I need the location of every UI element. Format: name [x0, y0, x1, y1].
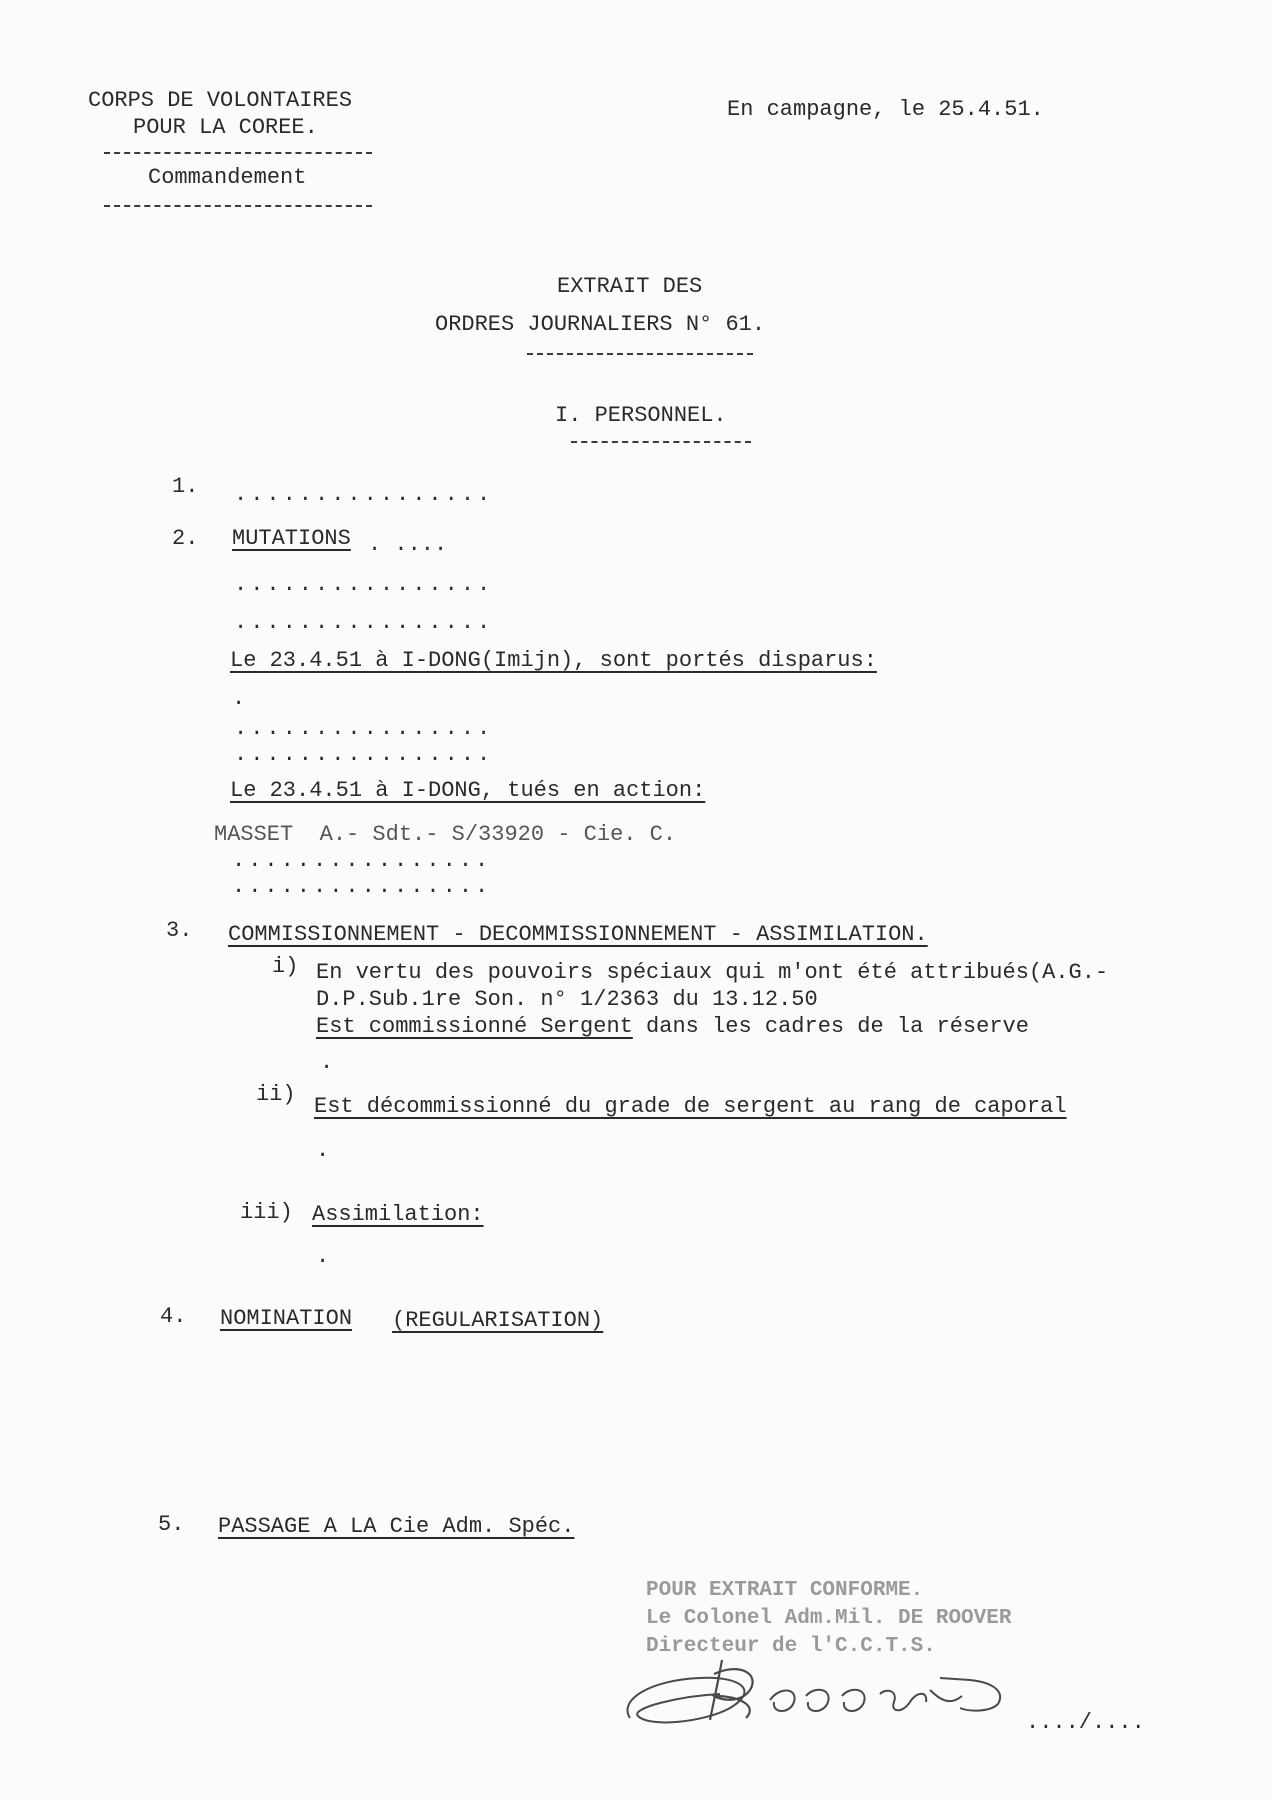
dot-mark: .	[320, 1050, 334, 1075]
placeholder-dots: ................	[234, 716, 494, 741]
section-heading: I. PERSONNEL.	[555, 403, 727, 428]
item-number-5: 5.	[158, 1512, 185, 1537]
mutations-title: MUTATIONS	[232, 526, 351, 551]
sub-item-ii-number: ii)	[256, 1082, 296, 1107]
date-line: En campagne, le 25.4.51.	[727, 97, 1044, 122]
continuation-mark: ..../....	[1026, 1710, 1145, 1735]
org-name-line1: CORPS DE VOLONTAIRES	[88, 88, 353, 113]
nomination-paren: (REGULARISATION)	[392, 1308, 604, 1333]
title-divider	[527, 353, 753, 355]
item-number-1: 1.	[172, 474, 199, 499]
item-number-3: 3.	[166, 918, 193, 943]
sub-item-iii-text: Assimilation:	[312, 1202, 484, 1227]
document-title-line1: EXTRAIT DES	[557, 274, 703, 299]
stamp-line1: POUR EXTRAIT CONFORME.	[646, 1579, 924, 1602]
stamp-line2: Le Colonel Adm.Mil. DE ROOVER	[646, 1607, 1012, 1630]
placeholder-dots: ................	[234, 742, 494, 767]
mutations-trail: . ....	[368, 532, 448, 557]
killed-heading: Le 23.4.51 à I-DONG, tués en action:	[230, 778, 706, 803]
placeholder-dots: ................	[232, 848, 492, 873]
signature	[610, 1630, 1030, 1740]
dot-mark: .	[232, 686, 246, 711]
placeholder-dots: ................	[234, 610, 494, 635]
missing-heading: Le 23.4.51 à I-DONG(Imijn), sont portés disparus:	[230, 648, 877, 673]
sub-item-i-line2: D.P.Sub.1re Son. n° 1/2363 du 13.12.50	[316, 987, 818, 1012]
passage-title: PASSAGE A LA Cie Adm. Spéc.	[218, 1514, 575, 1539]
stamp-line3: Directeur de l'C.C.T.S.	[646, 1635, 936, 1658]
killed-entry: MASSET A.- Sdt.- S/33920 - Cie. C.	[214, 822, 677, 847]
header-divider-top	[104, 152, 372, 154]
placeholder-dots: ................	[234, 572, 494, 597]
section-divider	[571, 441, 751, 443]
commission-title: COMMISSIONNEMENT - DECOMMISSIONNEMENT - ASSIMILATION.	[228, 922, 928, 947]
org-name-line2: POUR LA COREE.	[133, 115, 318, 140]
sub-item-ii-text: Est décommissionné du grade de sergent au rang de caporal	[314, 1094, 1067, 1119]
dot-mark: .	[316, 1244, 330, 1269]
item-number-4: 4.	[160, 1304, 187, 1329]
sub-item-iii-number: iii)	[240, 1200, 293, 1225]
sub-item-i-line3	[316, 1016, 1029, 1038]
nomination-title: NOMINATION	[220, 1306, 353, 1331]
sub-item-i-line1: En vertu des pouvoirs spéciaux qui m'ont été attribués(A.G.-	[316, 960, 1109, 985]
placeholder-dots: ................	[234, 482, 494, 507]
document-title-line2: ORDRES JOURNALIERS N° 61.	[435, 312, 766, 337]
commissioned-sergent: Est commissionné Sergent	[316, 1014, 633, 1039]
org-command: Commandement	[148, 165, 307, 190]
sub-item-i-number: i)	[272, 954, 299, 979]
dot-mark: .	[316, 1138, 330, 1163]
header-divider-bottom	[104, 205, 372, 207]
placeholder-dots: ................	[232, 874, 492, 899]
item-number-2: 2.	[172, 526, 199, 551]
reserve-text: dans les cadres de la réserve	[632, 1014, 1029, 1039]
